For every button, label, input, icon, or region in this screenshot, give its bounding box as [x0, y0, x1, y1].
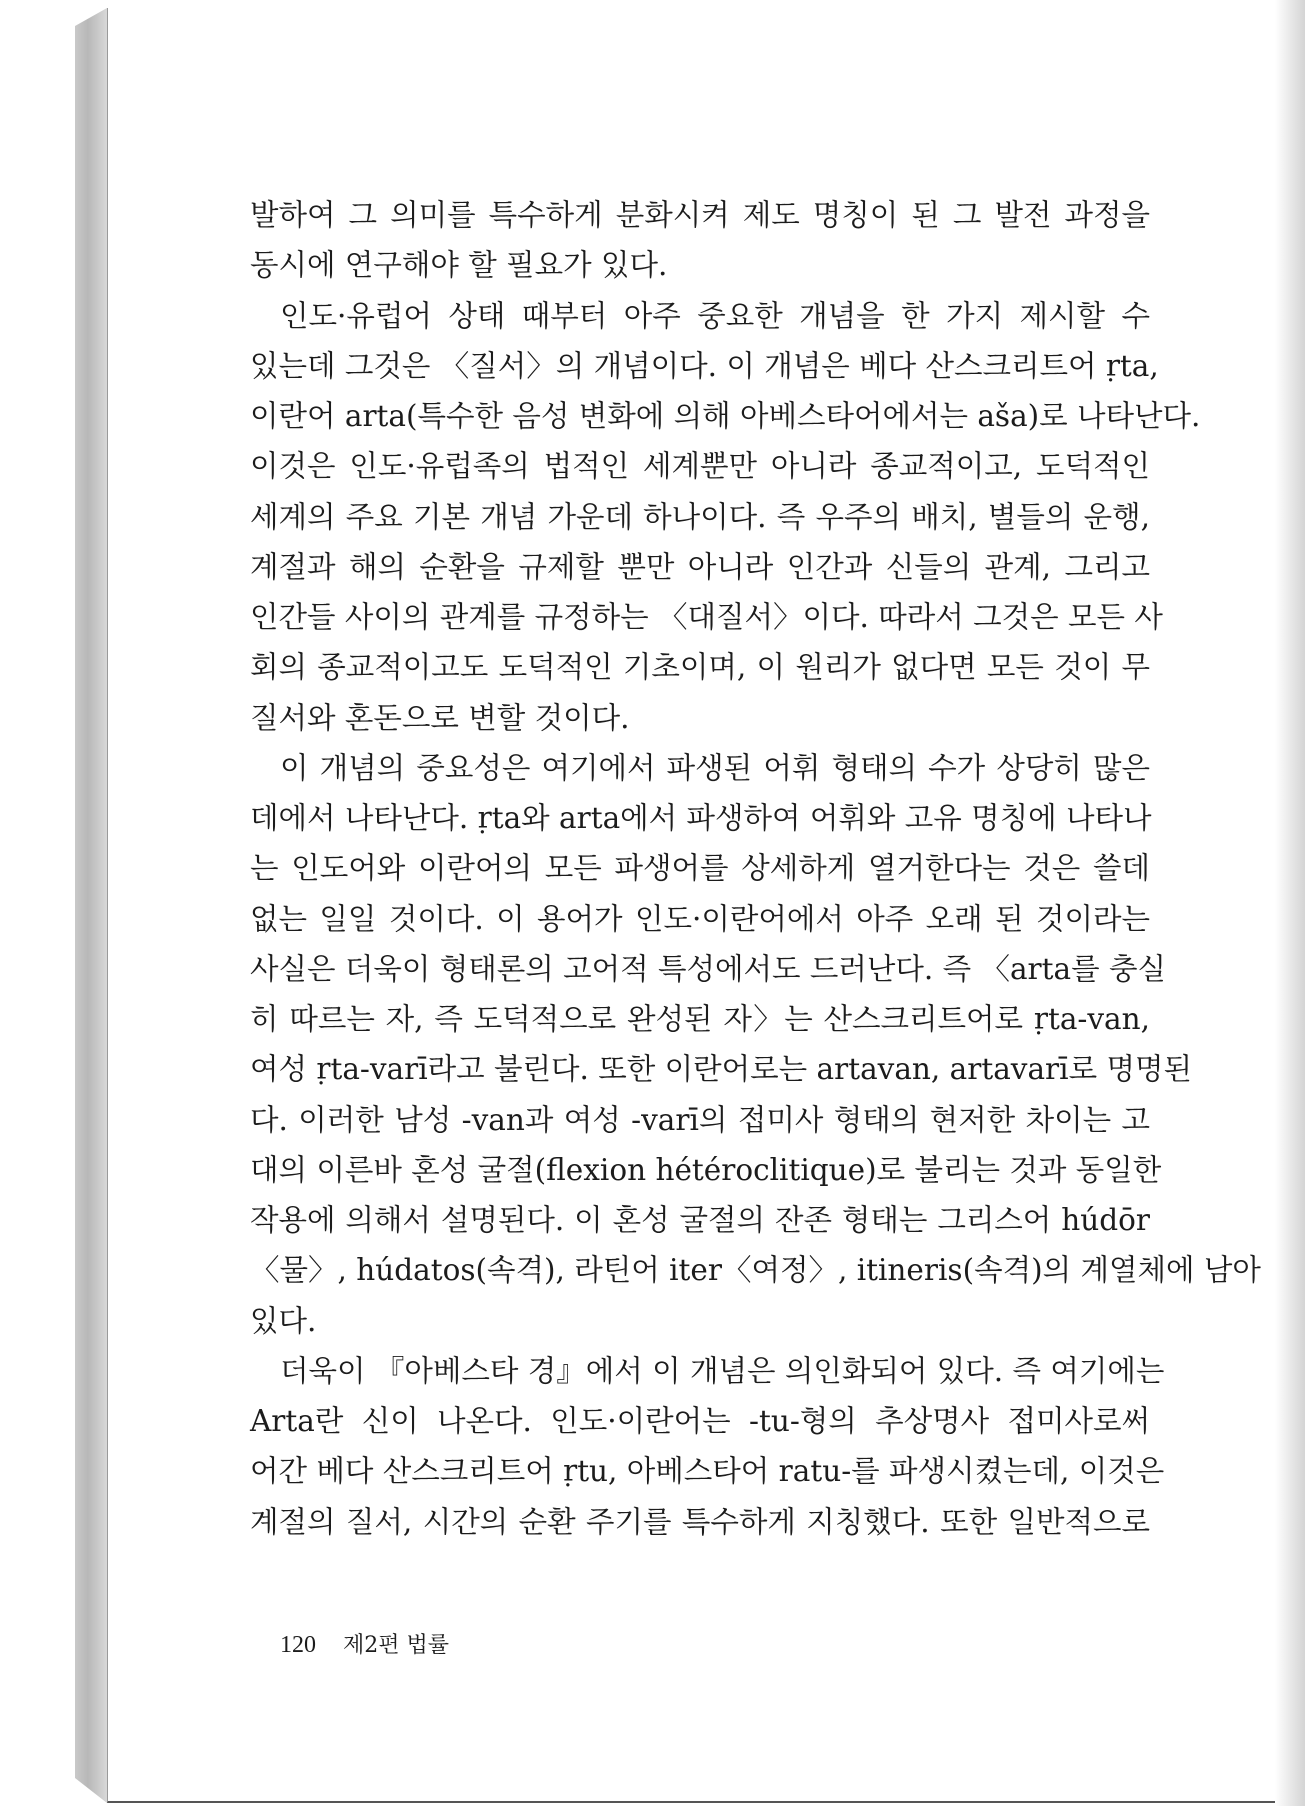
- text-line: 다. 이러한 남성 -van과 여성 -varī의 접미사 형태의 현저한 차이는 고: [250, 1102, 1150, 1137]
- text-line: 발하여 그 의미를 특수하게 분화시켜 제도 명칭이 된 그 발전 과정을: [250, 198, 1150, 232]
- page-edge-shadow: [1275, 0, 1305, 1806]
- text-line: 동시에 연구해야 할 필요가 있다.: [250, 248, 668, 283]
- text-line: 없는 일일 것이다. 이 용어가 인도·이란어에서 아주 오래 된 것이라는: [250, 901, 1150, 936]
- text-line: 는 인도어와 이란어의 모든 파생어를 상세하게 열거한다는 것은 쓸데: [250, 851, 1150, 886]
- paragraph-start-line: 더욱이 『아베스타 경』에서 이 개념은 의인화되어 있다. 즉 여기에는: [280, 1353, 1165, 1388]
- paragraph-start-line: 인도·유럽어 상태 때부터 아주 중요한 개념을 한 가지 제시할 수: [280, 298, 1150, 333]
- text-line: 이란어 arta(특수한 음성 변화에 의해 아베스타어에서는 aša)로 나타난다.: [250, 399, 1201, 433]
- page-number: 120: [280, 1632, 316, 1658]
- paragraph-start-line: 이 개념의 중요성은 여기에서 파생된 어휘 형태의 수가 상당히 많은: [280, 750, 1150, 785]
- text-line: 사실은 더욱이 형태론의 고어적 특성에서도 드러난다. 즉 〈arta를 충실: [250, 951, 1166, 986]
- text-line: Arta란 신이 나온다. 인도·이란어는 -tu-형의 추상명사 접미사로써: [250, 1404, 1150, 1438]
- text-line: 대의 이른바 혼성 굴절(flexion hétéroclitique)로 불리는 것과 동일한: [250, 1152, 1162, 1187]
- book-spine-edge: [75, 8, 107, 1803]
- text-line: 히 따르는 자, 즉 도덕적으로 완성된 자〉는 산스크리트어로 ṛta-van,: [250, 1002, 1150, 1036]
- text-line: 계절과 해의 순환을 규제할 뿐만 아니라 인간과 신들의 관계, 그리고: [250, 549, 1150, 584]
- text-line: 어간 베다 산스크리트어 ṛtu, 아베스타어 ratu-를 파생시켰는데, 이것은: [250, 1454, 1165, 1489]
- text-line: 데에서 나타난다. ṛta와 arta에서 파생하여 어휘와 고유 명칭에 나타나: [250, 801, 1152, 835]
- text-line: 세계의 주요 기본 개념 가운데 하나이다. 즉 우주의 배치, 별들의 운행,: [250, 499, 1150, 534]
- page-footer: [280, 1628, 449, 1659]
- text-line: 있는데 그것은 〈질서〉의 개념이다. 이 개념은 베다 산스크리트어 ṛta,: [250, 348, 1159, 383]
- text-line: 질서와 혼돈으로 변할 것이다.: [250, 700, 630, 735]
- text-line: 인간들 사이의 관계를 규정하는 〈대질서〉이다. 따라서 그것은 모든 사: [250, 600, 1163, 634]
- text-line: 여성 ṛta-varī라고 불린다. 또한 이란어로는 artavan, artavarī로 명명된: [250, 1052, 1192, 1087]
- text-line: 작용에 의해서 설명된다. 이 혼성 굴절의 잔존 형태는 그리스어 húdōr: [250, 1203, 1150, 1237]
- text-line: 있다.: [250, 1303, 317, 1338]
- text-line: 이것은 인도·유럽족의 법적인 세계뿐만 아니라 종교적이고, 도덕적인: [250, 449, 1150, 484]
- text-line: 회의 종교적이고도 도덕적인 기초이며, 이 원리가 없다면 모든 것이 무: [250, 650, 1150, 685]
- running-section-title: 제2편 법률: [343, 1633, 449, 1658]
- text-line: 계절의 질서, 시간의 순환 주기를 특수하게 지칭했다. 또한 일반적으로: [250, 1504, 1150, 1539]
- body-text: [250, 190, 1261, 1580]
- text-line: 〈물〉, húdatos(속격), 라틴어 iter〈여정〉, itineris(속격)의 계열체에 남아: [250, 1253, 1261, 1288]
